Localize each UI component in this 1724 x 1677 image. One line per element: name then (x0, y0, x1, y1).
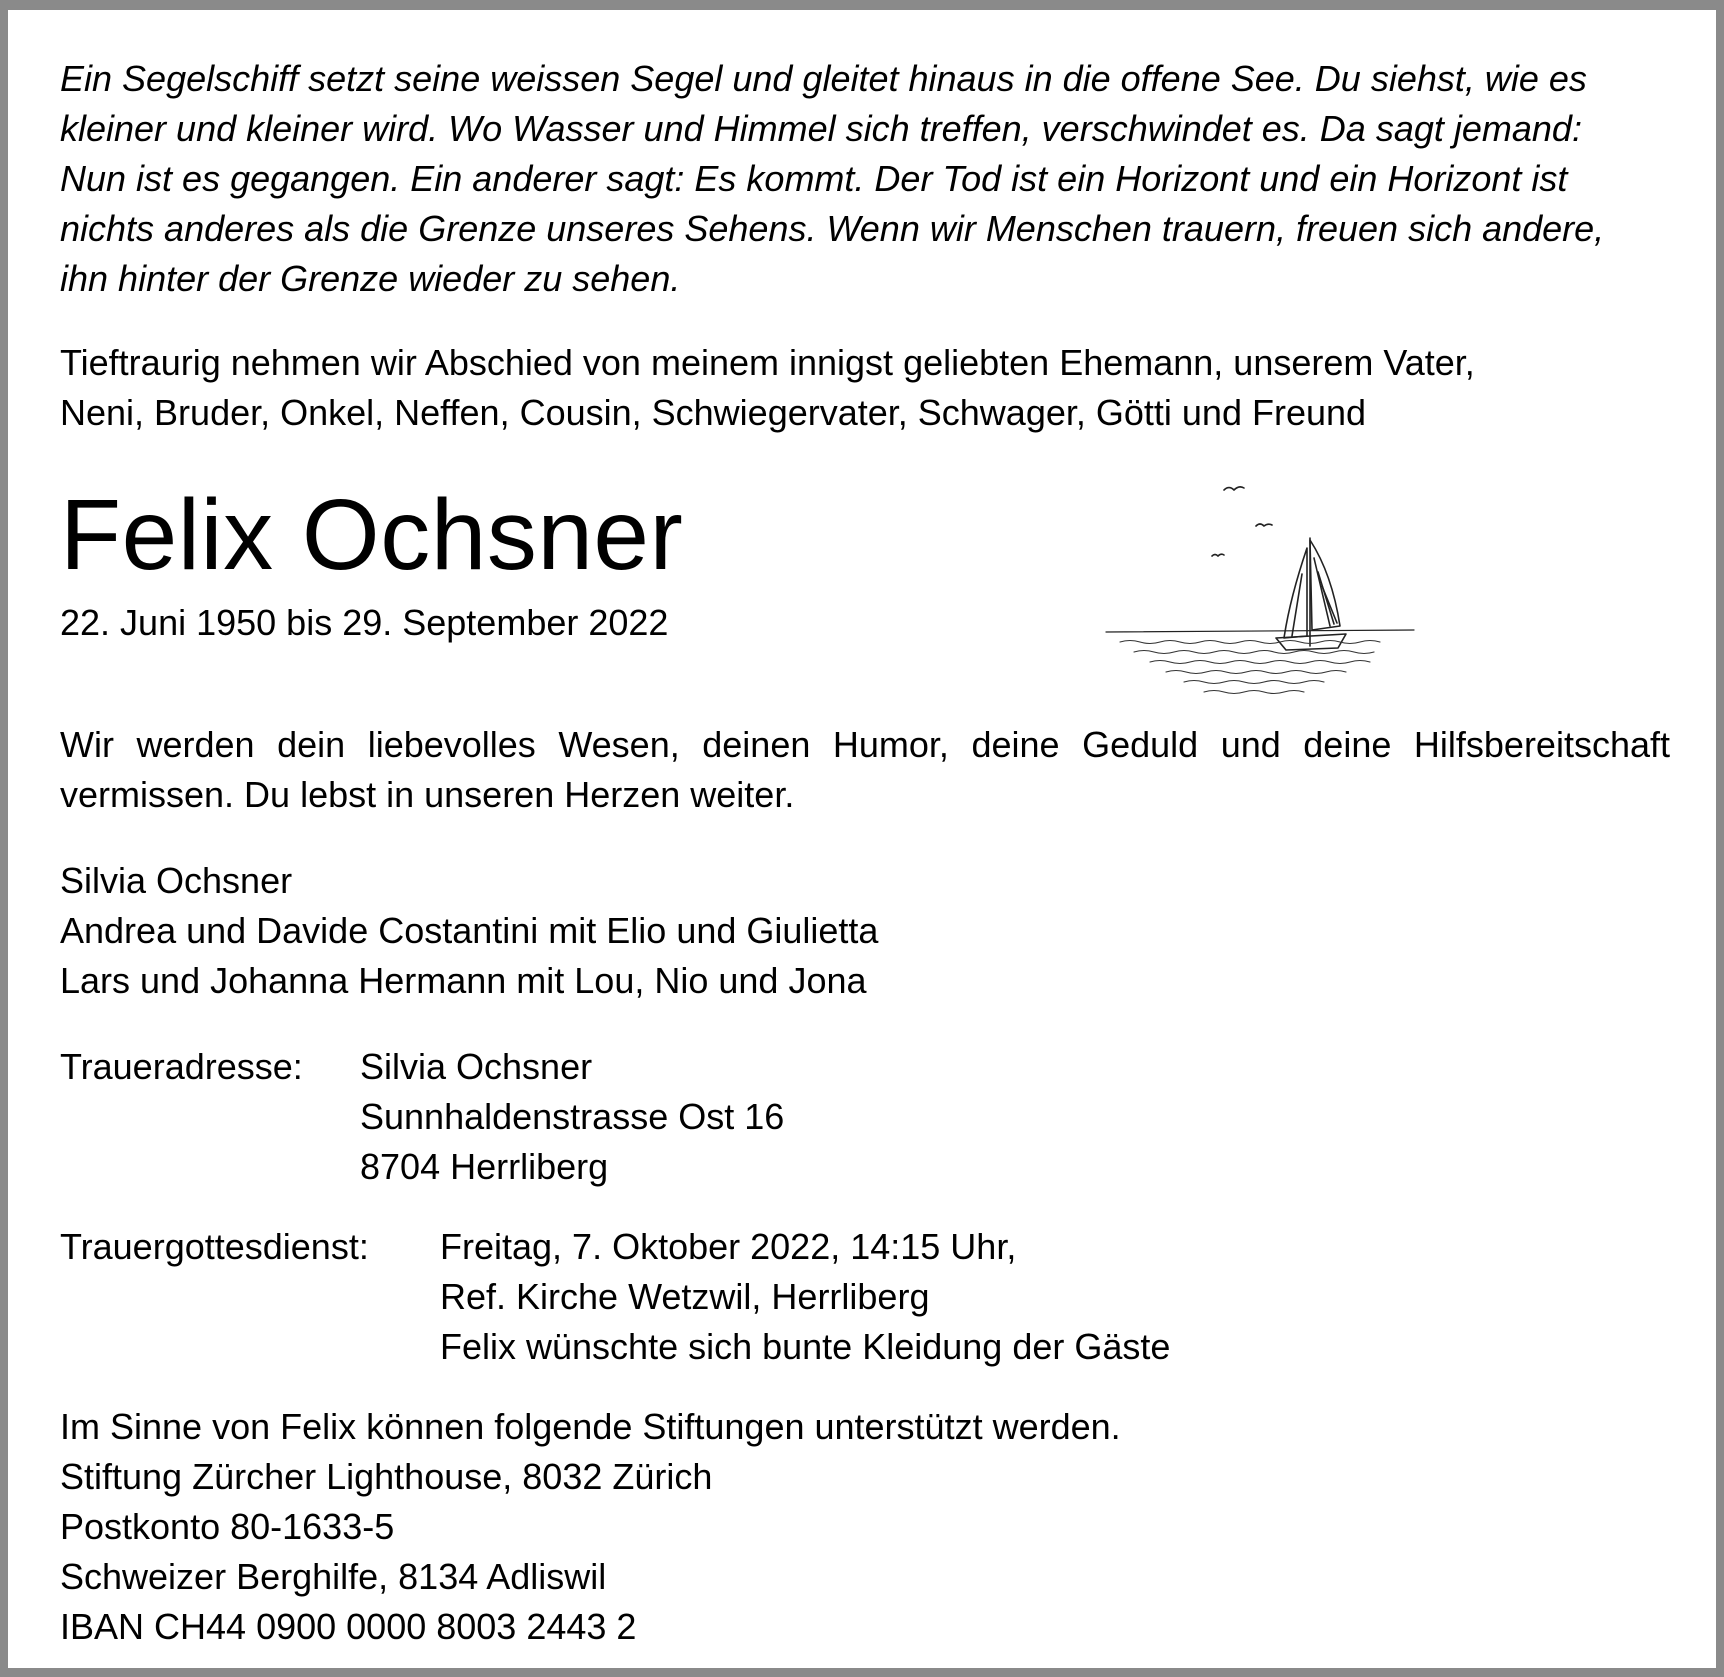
tribute-text: Wir werden dein liebevolles Wesen, deinen Humor, deine Geduld und deine Hilfsbereitschaft vermissen. Du lebst in unseren Herzen weiter. (60, 724, 1670, 815)
donations (60, 1402, 1670, 1652)
obituary-content (60, 54, 1670, 1652)
intro-line: Tieftraurig nehmen wir Abschied von meinem innigst geliebten Ehemann, unserem Vater, (60, 342, 1475, 383)
mourning-address (60, 1042, 1670, 1192)
address-line: 8704 Herrliberg (360, 1146, 609, 1187)
poem-line: kleiner und kleiner wird. Wo Wasser und Himmel sich treffen, verschwindet es. Da sagt jemand: (60, 108, 1582, 149)
bird-icon (1256, 524, 1272, 526)
poem-line: Nun ist es gegangen. Ein anderer sagt: Es kommt. Der Tod ist ein Horizont und ein Horizont ist (60, 158, 1568, 199)
poem-line: nichts anderes als die Grenze unseres Sehens. Wenn wir Menschen trauern, freuen sich andere, (60, 208, 1605, 249)
bird-icon (1212, 554, 1224, 556)
life-dates: 22. Juni 1950 bis 29. September 2022 (60, 602, 669, 643)
service-line: Felix wünschte sich bunte Kleidung der Gäste (440, 1326, 1171, 1367)
farewell-intro (60, 338, 1670, 438)
obituary-page (8, 10, 1716, 1668)
service-line: Freitag, 7. Oktober 2022, 14:15 Uhr, (440, 1226, 1017, 1267)
service-line: Ref. Kirche Wetzwil, Herrliberg (440, 1276, 930, 1317)
address-label: Traueradresse: (60, 1046, 303, 1087)
family-member: Andrea und Davide Costantini mit Elio und Giulietta (60, 910, 879, 951)
family-member: Silvia Ochsner (60, 860, 293, 901)
bird-icon (1224, 487, 1244, 490)
address-lines (360, 1042, 784, 1192)
family-list (60, 856, 1670, 1006)
poem-line: ihn hinter der Grenze wieder zu sehen. (60, 258, 681, 299)
donation-line: Schweizer Berghilfe, 8134 Adliswil (60, 1556, 607, 1597)
donation-line: Stiftung Zürcher Lighthouse, 8032 Zürich (60, 1456, 713, 1497)
donation-line: Postkonto 80-1633-5 (60, 1506, 395, 1547)
service-lines (440, 1222, 1170, 1372)
funeral-service (60, 1222, 1670, 1372)
donation-line: Im Sinne von Felix können folgende Stiftungen unterstützt werden. (60, 1406, 1121, 1447)
poem (60, 54, 1670, 304)
service-label: Trauergottesdienst: (60, 1226, 369, 1267)
address-line: Silvia Ochsner (360, 1046, 593, 1087)
donation-line: IBAN CH44 0900 0000 8003 2443 2 (60, 1606, 637, 1647)
intro-line: Neni, Bruder, Onkel, Neffen, Cousin, Schwiegervater, Schwager, Götti und Freund (60, 392, 1367, 433)
address-line: Sunnhaldenstrasse Ost 16 (360, 1096, 785, 1137)
poem-line: Ein Segelschiff setzt seine weissen Segel und gleitet hinaus in die offene See. Du siehst, wie es (60, 58, 1587, 99)
family-member: Lars und Johanna Hermann mit Lou, Nio und Jona (60, 960, 867, 1001)
deceased-name: Felix Ochsner (60, 479, 684, 591)
sailboat-illustration (1100, 478, 1420, 708)
